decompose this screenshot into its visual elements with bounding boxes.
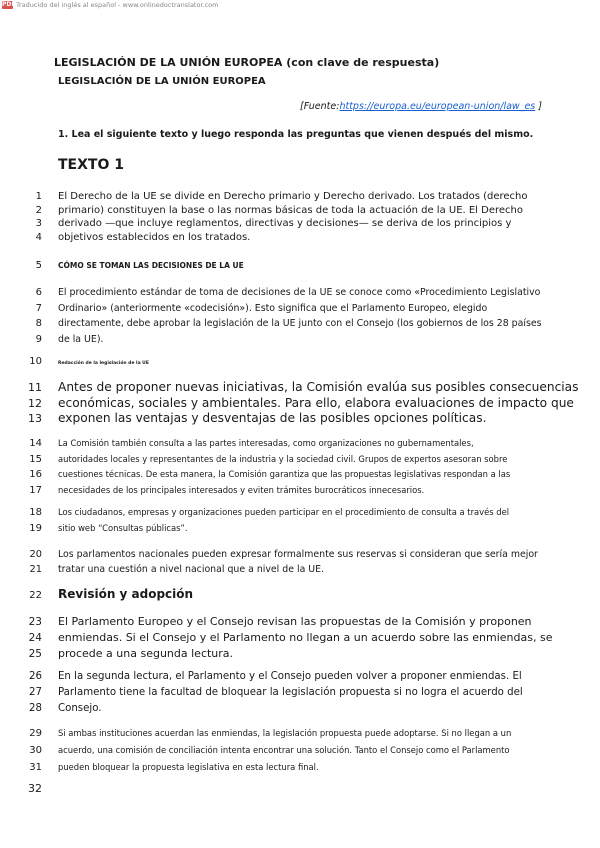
paragraph-3 bbox=[20, 380, 579, 427]
line-number: 28 bbox=[29, 703, 42, 714]
section-heading-decisions bbox=[20, 259, 560, 273]
line-text: enmiendas. Si el Consejo y el Parlamento no llegan a un acuerdo sobre las enmiendas, se bbox=[58, 631, 553, 645]
line-number: 9 bbox=[35, 333, 42, 345]
text-line bbox=[20, 742, 560, 759]
line-number: 16 bbox=[29, 469, 42, 480]
line-text: primario) constituyen la base o las normas básicas de toda la actuación de la UE. El Derecho bbox=[58, 204, 523, 216]
line-text: tratar una cuestión a nivel nacional que a nivel de la UE. bbox=[58, 564, 325, 576]
paragraph-1 bbox=[20, 190, 560, 244]
line-text: necesidades de los principales interesados y eviten trámites burocráticos innecesarios. bbox=[58, 484, 425, 495]
text-line bbox=[20, 630, 560, 646]
empty-line bbox=[20, 782, 560, 796]
line-number: 1 bbox=[35, 191, 42, 202]
text-line bbox=[20, 614, 560, 630]
line-number: 15 bbox=[29, 453, 42, 465]
line-number: 7 bbox=[35, 302, 42, 314]
instruction: 1. Lea el siguiente texto y luego responda las preguntas que vienen después del mismo. bbox=[58, 129, 534, 140]
line-text: sitio web “Consultas públicas”. bbox=[58, 522, 188, 533]
text-line bbox=[20, 190, 560, 204]
line-text: El Parlamento Europeo y el Consejo revisan las propuestas de la Comisión y proponen bbox=[58, 615, 532, 628]
document-title: LEGISLACIÓN DE LA UNIÓN EUROPEA (con clave de respuesta) bbox=[54, 56, 440, 69]
text-line bbox=[20, 588, 560, 603]
line-number: 18 bbox=[29, 507, 42, 518]
line-number: 12 bbox=[28, 396, 42, 410]
line-number: 5 bbox=[35, 260, 42, 271]
paragraph-2 bbox=[20, 285, 560, 347]
line-text: exponen las ventajas y desventajas de las posibles opciones políticas. bbox=[58, 411, 487, 426]
line-number: 22 bbox=[29, 590, 42, 601]
source-prefix: [Fuente: bbox=[300, 101, 340, 112]
line-number: 17 bbox=[29, 484, 42, 496]
line-text: Los parlamentos nacionales pueden expresar formalmente sus reservas si consideran que sería mejor bbox=[58, 549, 538, 560]
text-line bbox=[20, 467, 560, 483]
line-number: 4 bbox=[35, 231, 42, 243]
text-line bbox=[20, 301, 560, 317]
text-line bbox=[20, 562, 560, 577]
text-line bbox=[20, 521, 560, 537]
line-number: 13 bbox=[28, 412, 42, 426]
line-text: Revisión y adopción bbox=[58, 587, 194, 601]
text-line bbox=[20, 231, 560, 245]
text-line bbox=[20, 217, 560, 231]
line-text: económicas, sociales y ambientales. Para ello, elabora evaluaciones de impacto que bbox=[58, 395, 574, 410]
section-heading-review bbox=[20, 588, 560, 603]
line-text: Redacción de la legislación de la UE bbox=[58, 361, 149, 366]
text-line bbox=[20, 669, 560, 685]
text-line bbox=[20, 725, 560, 742]
line-number: 27 bbox=[29, 687, 42, 698]
line-text: La Comisión también consulta a las partes interesadas, como organizaciones no gubernamentales, bbox=[58, 438, 474, 448]
paragraph-4 bbox=[20, 436, 560, 498]
line-text: Si ambas instituciones acuerdan las enmiendas, la legislación propuesta puede adoptarse. Si no llegan a un bbox=[58, 728, 512, 738]
line-number: 2 bbox=[35, 204, 42, 216]
line-number: 21 bbox=[29, 564, 42, 576]
line-number: 14 bbox=[29, 438, 42, 449]
line-number: 3 bbox=[35, 218, 42, 230]
text-line bbox=[20, 204, 560, 218]
line-number: 31 bbox=[29, 762, 42, 774]
line-text: Parlamento tiene la facultad de bloquear la legislación propuesta si no logra el acuerdo del bbox=[58, 687, 523, 698]
line-text: derivado —que incluye reglamentos, directivas y decisiones— se deriva de los principios y bbox=[58, 218, 512, 230]
text-heading: TEXTO 1 bbox=[58, 157, 124, 173]
line-text: El Derecho de la UE se divide en Derecho primario y Derecho derivado. Los tratados (derecho bbox=[58, 191, 528, 202]
text-line bbox=[20, 547, 560, 562]
source-citation bbox=[300, 101, 542, 112]
text-line bbox=[20, 259, 560, 273]
line-text: Ordinario» (anteriormente «codecisión»). Esto significa que el Parlamento Europeo, elegido bbox=[58, 302, 488, 314]
line-number: 19 bbox=[29, 522, 42, 534]
watermark-text: Traducido del inglés al español - www.onlinedoctranslator.com bbox=[16, 1, 219, 9]
text-line bbox=[20, 316, 560, 332]
line-number: 29 bbox=[29, 728, 42, 739]
paragraph-8 bbox=[20, 669, 560, 717]
line-text: pueden bloquear la propuesta legislativa en esta lectura final. bbox=[58, 762, 319, 773]
line-number: 11 bbox=[28, 381, 42, 394]
line-number: 24 bbox=[28, 632, 42, 645]
text-line bbox=[20, 701, 560, 717]
line-text: autoridades locales y representantes de la industria y la sociedad civil. Grupos de expertos asesoran sobre bbox=[58, 453, 508, 464]
line-number: 20 bbox=[29, 549, 42, 560]
line-text: El procedimiento estándar de toma de decisiones de la UE se conoce como «Procedimiento Legislativo bbox=[58, 287, 541, 298]
line-text: Antes de proponer nuevas iniciativas, la Comisión evalúa sus posibles consecuencias bbox=[58, 380, 579, 394]
paragraph-7 bbox=[20, 614, 560, 663]
line-text: CÓMO SE TOMAN LAS DECISIONES DE LA UE bbox=[58, 261, 244, 270]
line-number: 8 bbox=[35, 318, 42, 329]
line-number: 30 bbox=[29, 745, 42, 757]
text-line bbox=[20, 685, 560, 701]
line-number: 10 bbox=[29, 356, 42, 367]
line-text: Consejo. bbox=[58, 703, 102, 714]
text-line bbox=[20, 452, 560, 468]
paragraph-6 bbox=[20, 547, 560, 578]
line-text: directamente, debe aprobar la legislación de la UE junto con el Consejo (los gobiernos de los 28 países bbox=[58, 318, 542, 329]
source-suffix: ] bbox=[535, 101, 542, 112]
line-text: cuestiones técnicas. De esta manera, la Comisión garantiza que las propuestas legislativas respondan a las bbox=[58, 469, 511, 479]
line-number: 25 bbox=[28, 648, 42, 661]
text-line bbox=[20, 436, 560, 452]
text-line bbox=[20, 483, 560, 499]
line-text: Los ciudadanos, empresas y organizaciones pueden participar en el procedimiento de consulta a través del bbox=[58, 507, 510, 517]
text-line bbox=[20, 285, 560, 301]
paragraph-9 bbox=[20, 725, 560, 777]
translator-watermark bbox=[2, 0, 218, 10]
line-number: 6 bbox=[35, 287, 42, 298]
text-line bbox=[20, 646, 560, 662]
line-text: de la UE). bbox=[58, 333, 104, 345]
text-line bbox=[20, 355, 560, 371]
text-line bbox=[20, 759, 560, 776]
text-line bbox=[20, 782, 560, 796]
section-heading-drafting bbox=[20, 355, 560, 371]
line-number: 32 bbox=[28, 782, 42, 795]
document-subtitle: LEGISLACIÓN DE LA UNIÓN EUROPEA bbox=[58, 76, 266, 87]
text-line bbox=[20, 411, 560, 427]
text-line bbox=[20, 395, 574, 412]
text-line bbox=[20, 505, 560, 521]
pdf-icon: PDF bbox=[2, 1, 16, 8]
line-number: 26 bbox=[29, 671, 42, 682]
line-text: procede a una segunda lectura. bbox=[58, 647, 234, 661]
source-link[interactable]: https://europa.eu/european-union/law_es bbox=[339, 101, 536, 112]
line-text: objetivos establecidos en los tratados. bbox=[58, 231, 251, 243]
text-line bbox=[20, 380, 579, 396]
line-number: 23 bbox=[28, 616, 42, 628]
paragraph-5 bbox=[20, 505, 560, 536]
line-text: En la segunda lectura, el Parlamento y el Consejo pueden volver a proponer enmiendas. El bbox=[58, 671, 522, 682]
line-text: acuerdo, una comisión de conciliación intenta encontrar una solución. Tanto el Consejo como el Parlamento bbox=[58, 745, 510, 756]
text-line bbox=[20, 332, 560, 348]
